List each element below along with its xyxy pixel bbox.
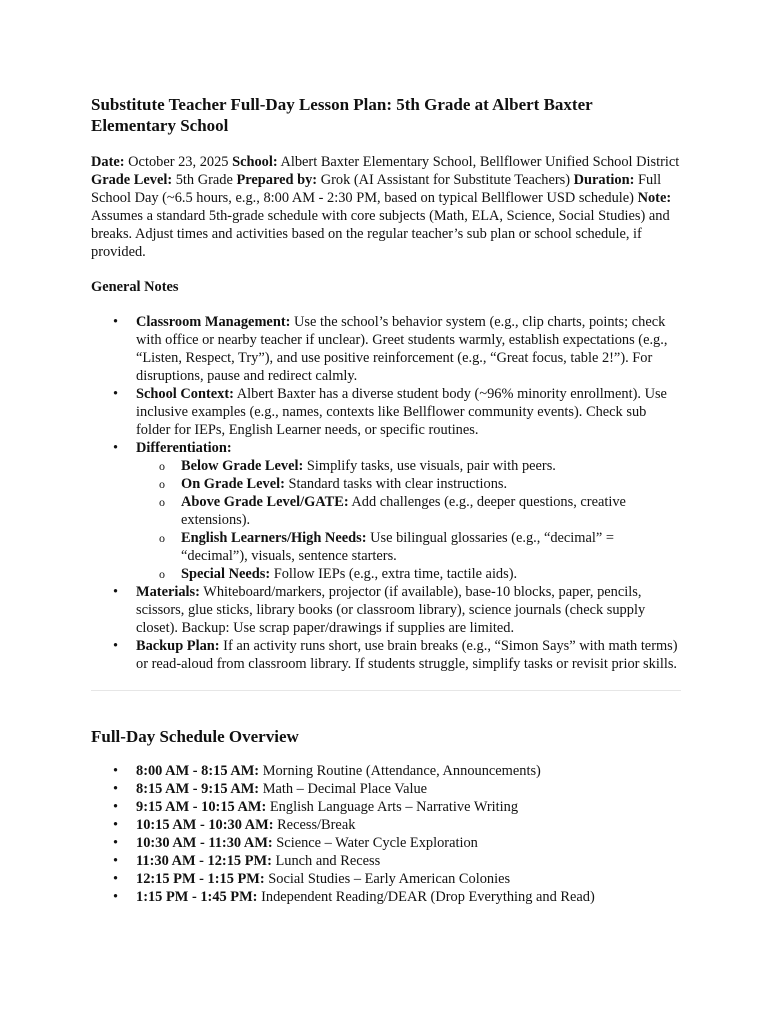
item-label: Classroom Management:	[136, 314, 291, 330]
circle-bullet-icon: o	[159, 459, 165, 473]
duration-label: Duration:	[573, 172, 635, 188]
item-label: Materials:	[136, 584, 200, 600]
note-value: Assumes a standard 5th-grade schedule with core subjects (Math, ELA, Science, Social Studies) and breaks. Adjust times and activities based on the regular teacher’s sub plan or school schedule, if provided.	[91, 208, 670, 260]
section-divider	[91, 690, 681, 691]
grade-label: Grade Level:	[91, 172, 173, 188]
document-content	[91, 94, 681, 906]
schedule-time: 11:30 AM - 12:15 PM:	[136, 853, 272, 869]
bullet-icon: •	[113, 871, 119, 887]
schedule-activity: Morning Routine (Attendance, Announcements)	[259, 763, 541, 779]
schedule-activity: Math – Decimal Place Value	[259, 781, 428, 797]
school-value: Albert Baxter Elementary School, Bellflower Unified School District	[277, 154, 680, 170]
bullet-icon: •	[113, 781, 119, 797]
bullet-icon: •	[113, 817, 119, 833]
bullet-icon: •	[113, 835, 119, 851]
bullet-icon: •	[113, 638, 119, 654]
sub-item-label: Below Grade Level:	[181, 458, 304, 474]
list-item-materials	[91, 583, 681, 637]
sub-item-text: Follow IEPs (e.g., extra time, tactile aids).	[270, 566, 518, 582]
sub-item-label: Above Grade Level/GATE:	[181, 494, 349, 510]
differentiation-list	[136, 457, 681, 583]
bullet-icon: •	[113, 314, 119, 330]
item-text: Whiteboard/markers, projector (if available), base-10 blocks, paper, pencils, scissors, glue sticks, library books (or classroom library), science journals (check supply closet). Backup: Use scrap paper/drawings if supplies are limited.	[136, 584, 646, 636]
schedule-item	[91, 780, 681, 798]
sub-item-label: English Learners/High Needs:	[181, 530, 367, 546]
schedule-item	[91, 870, 681, 888]
schedule-time: 1:15 PM - 1:45 PM:	[136, 889, 258, 905]
sub-item-text: Add challenges (e.g., deeper questions, creative extensions).	[181, 494, 626, 528]
schedule-time: 10:30 AM - 11:30 AM:	[136, 835, 273, 851]
bullet-icon: •	[113, 763, 119, 779]
item-text: Use the school’s behavior system (e.g., clip charts, points; check with office or nearby teacher if unclear). Greet students warmly, establish expectations (e.g., “Listen, Respect, Try”), and use positive reinforcement (e.g., “Great focus, table 2!”). For disruptions, pause and redirect calmly.	[136, 314, 668, 384]
circle-bullet-icon: o	[159, 495, 165, 509]
sub-list-item-on-grade	[136, 475, 681, 493]
sub-list-item-english-learners	[136, 529, 681, 565]
schedule-time: 8:00 AM - 8:15 AM:	[136, 763, 260, 779]
bullet-icon: •	[113, 386, 119, 402]
schedule-list	[91, 762, 681, 906]
schedule-time: 8:15 AM - 9:15 AM:	[136, 781, 260, 797]
bullet-icon: •	[113, 853, 119, 869]
schedule-time: 12:15 PM - 1:15 PM:	[136, 871, 265, 887]
sub-list-item-special-needs	[136, 565, 681, 583]
circle-bullet-icon: o	[159, 567, 165, 581]
schedule-heading: Full-Day Schedule Overview	[91, 727, 299, 746]
sub-item-text: Simplify tasks, use visuals, pair with peers.	[303, 458, 556, 474]
item-text: Albert Baxter has a diverse student body (~96% minority enrollment). Use inclusive examples (e.g., names, contexts like Bellflower community events). Check sub folder for IEPs, English Learner needs, or specific routines.	[136, 386, 667, 438]
date-label: Date:	[91, 154, 125, 170]
sub-item-label: On Grade Level:	[181, 476, 285, 492]
item-label: School Context:	[136, 386, 234, 402]
bullet-icon: •	[113, 889, 119, 905]
list-item-backup-plan	[91, 637, 681, 673]
schedule-item	[91, 888, 681, 906]
schedule-activity: Science – Water Cycle Exploration	[272, 835, 478, 851]
schedule-item	[91, 852, 681, 870]
item-label: Differentiation:	[136, 440, 232, 456]
sub-list-item-below-grade	[136, 457, 681, 475]
list-item-differentiation	[91, 439, 681, 583]
bullet-icon: •	[113, 584, 119, 600]
general-notes-list	[91, 313, 681, 673]
note-label: Note:	[637, 190, 672, 206]
duration-value: Full School Day (~6.5 hours, e.g., 8:00 AM - 2:30 PM, based on typical Bellflower USD schedule)	[91, 172, 662, 206]
sub-item-text: Standard tasks with clear instructions.	[284, 476, 508, 492]
schedule-item	[91, 798, 681, 816]
schedule-time: 9:15 AM - 10:15 AM:	[136, 799, 267, 815]
grade-value: 5th Grade	[172, 172, 237, 188]
sub-item-label: Special Needs:	[181, 566, 271, 582]
lesson-meta	[91, 153, 681, 261]
item-text: If an activity runs short, use brain breaks (e.g., “Simon Says” with math terms) or read-aloud from classroom library. If students struggle, simplify tasks or revisit prior skills.	[136, 638, 678, 672]
schedule-activity: Independent Reading/DEAR (Drop Everything and Read)	[257, 889, 595, 905]
sub-item-text: Use bilingual glossaries (e.g., “decimal” = “decimal”), visuals, sentence starters.	[181, 530, 614, 564]
date-value: October 23, 2025	[124, 154, 233, 170]
schedule-item	[91, 816, 681, 834]
schedule-activity: English Language Arts – Narrative Writing	[266, 799, 519, 815]
schedule-activity: Lunch and Recess	[271, 853, 381, 869]
list-item-classroom-management	[91, 313, 681, 385]
schedule-item	[91, 762, 681, 780]
schedule-activity: Social Studies – Early American Colonies	[264, 871, 511, 887]
prepared-value: Grok (AI Assistant for Substitute Teachers)	[317, 172, 574, 188]
schedule-item	[91, 834, 681, 852]
school-label: School:	[232, 154, 278, 170]
circle-bullet-icon: o	[159, 477, 165, 491]
prepared-label: Prepared by:	[236, 172, 318, 188]
general-notes-heading: General Notes	[91, 279, 179, 295]
page-title: Substitute Teacher Full-Day Lesson Plan: 5th Grade at Albert Baxter Elementary School	[91, 95, 593, 135]
bullet-icon: •	[113, 799, 119, 815]
list-item-school-context	[91, 385, 681, 439]
sub-list-item-above-grade	[136, 493, 681, 529]
item-label: Backup Plan:	[136, 638, 220, 654]
bullet-icon: •	[113, 440, 119, 456]
circle-bullet-icon: o	[159, 531, 165, 545]
schedule-time: 10:15 AM - 10:30 AM:	[136, 817, 274, 833]
schedule-activity: Recess/Break	[273, 817, 356, 833]
